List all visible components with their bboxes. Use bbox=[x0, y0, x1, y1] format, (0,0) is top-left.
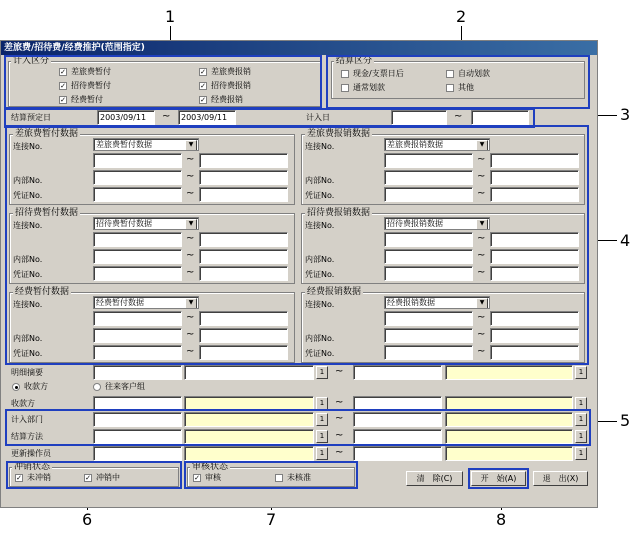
entry-date-tilde: ~ bbox=[454, 111, 463, 122]
select-expense-advance-value: 经费暂付数据 bbox=[96, 298, 144, 307]
window-title: 差旅费/招待费/经费推护(范围指定) bbox=[1, 41, 597, 55]
highlight-audit-status bbox=[184, 461, 358, 489]
tilde-6b: ~ bbox=[477, 329, 486, 340]
group-expense-reimburse-legend: 经费报销数据 bbox=[307, 287, 362, 297]
link-label-5: 连接No. bbox=[13, 300, 43, 309]
tilde-1a: ~ bbox=[186, 154, 195, 165]
internal-label-6: 内部No. bbox=[305, 334, 335, 343]
radio-client-group[interactable] bbox=[93, 383, 101, 391]
settle-date-from[interactable]: 2003/09/11 bbox=[97, 110, 155, 125]
tilde-4c: ~ bbox=[477, 267, 486, 278]
detail-summary-to[interactable] bbox=[353, 365, 442, 380]
checkbox-expense-reimburse[interactable]: ✓ bbox=[200, 96, 206, 104]
audit-status-legend: 审核状态 bbox=[192, 462, 229, 472]
dropdown-arrow-icon[interactable]: ▼ bbox=[476, 298, 488, 309]
group-hospitality-reimburse-legend: 招待费报销数据 bbox=[307, 208, 371, 218]
label-other: 其他 bbox=[458, 83, 474, 92]
radio-payee-label: 收款方 bbox=[24, 382, 48, 391]
callout-8: 8 bbox=[496, 510, 507, 529]
highlight-dept-method bbox=[5, 409, 591, 446]
highlight-settlement bbox=[326, 55, 590, 109]
voucher-label-1: 凭证No. bbox=[13, 191, 43, 200]
dropdown-arrow-icon[interactable]: ▼ bbox=[185, 219, 197, 230]
detail-summary-to-name[interactable] bbox=[445, 365, 573, 380]
dept-tilde: ~ bbox=[335, 413, 344, 424]
label-offsetting: 冲销中 bbox=[96, 473, 120, 482]
internal-label-1: 内部No. bbox=[13, 176, 43, 185]
detail-summary-label: 明细摘要 bbox=[11, 368, 43, 377]
group-travel-reimburse-legend: 差旅费报销数据 bbox=[307, 129, 371, 139]
internal-label-4: 内部No. bbox=[305, 255, 335, 264]
group-hospitality-advance-legend: 招待费暂付数据 bbox=[15, 208, 79, 218]
tilde-5c: ~ bbox=[186, 346, 195, 357]
tilde-1c: ~ bbox=[186, 188, 195, 199]
updater-from-name[interactable] bbox=[184, 446, 314, 461]
internal-label-5: 内部No. bbox=[13, 334, 43, 343]
label-not-offset: 未冲销 bbox=[27, 473, 51, 482]
dropdown-arrow-icon[interactable]: ▼ bbox=[185, 298, 197, 309]
tilde-6a: ~ bbox=[477, 312, 486, 323]
checkbox-travel-advance[interactable]: ✓ bbox=[60, 68, 66, 76]
label-travel-advance: 差旅费暂付 bbox=[71, 67, 111, 76]
callout-7: 7 bbox=[266, 510, 277, 529]
method-lookup-button[interactable]: 1 bbox=[316, 430, 328, 443]
settle-date-to[interactable]: 2003/09/11 bbox=[178, 110, 236, 125]
voucher-label-5: 凭证No. bbox=[13, 349, 43, 358]
entry-date-label: 计入日 bbox=[306, 113, 330, 122]
label-cash-check: 现金/支票日后 bbox=[353, 69, 404, 78]
clear-button[interactable]: 清 除(C) bbox=[406, 471, 463, 486]
checkbox-approved[interactable]: ✓ bbox=[194, 474, 200, 482]
select-hospitality-advance-value: 招待费暂付数据 bbox=[96, 219, 152, 228]
highlight-start-button bbox=[468, 468, 529, 489]
link-label-1: 连接No. bbox=[13, 142, 43, 151]
voucher-label-4: 凭证No. bbox=[305, 270, 335, 279]
label-expense-advance: 经费暂付 bbox=[71, 95, 103, 104]
link-label-3: 连接No. bbox=[13, 221, 43, 230]
select-expense-reimburse-value: 经费报销数据 bbox=[387, 298, 435, 307]
label-travel-reimburse: 差旅费报销 bbox=[211, 67, 251, 76]
updater-from[interactable] bbox=[93, 446, 182, 461]
tilde-4b: ~ bbox=[477, 250, 486, 261]
payee-tilde: ~ bbox=[335, 397, 344, 408]
tilde-6c: ~ bbox=[477, 346, 486, 357]
payee-label: 收款方 bbox=[11, 399, 35, 408]
tilde-3c: ~ bbox=[186, 267, 195, 278]
updater-label: 更新操作员 bbox=[11, 449, 51, 458]
updater-to-name[interactable] bbox=[445, 446, 573, 461]
select-travel-reimburse-value: 差旅费报销数据 bbox=[387, 140, 443, 149]
tilde-1b: ~ bbox=[186, 171, 195, 182]
tilde-2c: ~ bbox=[477, 188, 486, 199]
booking-legend: 计入区分 bbox=[13, 56, 50, 66]
detail-summary-tilde: ~ bbox=[335, 366, 344, 377]
voucher-label-3: 凭证No. bbox=[13, 270, 43, 279]
highlight-offset-status bbox=[6, 461, 182, 489]
select-hospitality-reimburse-value: 招待费报销数据 bbox=[387, 219, 443, 228]
link-label-2: 连接No. bbox=[305, 142, 335, 151]
payee-lookup-button[interactable]: 1 bbox=[316, 397, 328, 410]
highlight-data-groups bbox=[5, 125, 589, 365]
label-hospitality-reimburse: 招待费报销 bbox=[211, 81, 251, 90]
tilde-3a: ~ bbox=[186, 233, 195, 244]
callout-2: 2 bbox=[456, 7, 467, 26]
label-auto-transfer: 自动划款 bbox=[458, 69, 490, 78]
checkbox-offsetting[interactable]: ✓ bbox=[85, 474, 91, 482]
callout-1: 1 bbox=[165, 7, 176, 26]
label-normal-transfer: 通常划款 bbox=[353, 83, 385, 92]
link-label-4: 连接No. bbox=[305, 221, 335, 230]
label-not-approved: 未核准 bbox=[287, 473, 311, 482]
checkbox-not-offset[interactable]: ✓ bbox=[16, 474, 22, 482]
radio-client-group-label: 往来客户组 bbox=[105, 382, 145, 391]
checkbox-hospitality-reimburse[interactable]: ✓ bbox=[200, 82, 206, 90]
checkbox-hospitality-advance[interactable]: ✓ bbox=[60, 82, 66, 90]
settlement-legend: 结算区分 bbox=[336, 56, 373, 66]
label-expense-reimburse: 经费报销 bbox=[211, 95, 243, 104]
checkbox-travel-reimburse[interactable]: ✓ bbox=[200, 68, 206, 76]
tilde-2b: ~ bbox=[477, 171, 486, 182]
start-button[interactable]: 开 始(A) bbox=[471, 471, 526, 486]
payee-lookup-button-2[interactable]: 1 bbox=[575, 397, 587, 410]
select-travel-advance-value: 差旅费暂付数据 bbox=[96, 140, 152, 149]
dialog-window bbox=[0, 40, 598, 508]
callout-6: 6 bbox=[82, 510, 93, 529]
method-label: 结算方法 bbox=[11, 432, 43, 441]
method-tilde: ~ bbox=[335, 430, 344, 441]
detail-summary-lookup-button-2[interactable]: 1 bbox=[575, 366, 587, 379]
method-lookup-button-2[interactable]: 1 bbox=[575, 430, 587, 443]
dropdown-arrow-icon[interactable]: ▼ bbox=[476, 140, 488, 151]
tilde-5b: ~ bbox=[186, 329, 195, 340]
dept-label: 计入部门 bbox=[11, 415, 43, 424]
detail-summary-from-name[interactable] bbox=[184, 365, 314, 380]
updater-tilde: ~ bbox=[335, 447, 344, 458]
detail-summary-from[interactable] bbox=[93, 365, 182, 380]
tilde-2a: ~ bbox=[477, 154, 486, 165]
updater-to[interactable] bbox=[353, 446, 442, 461]
internal-label-3: 内部No. bbox=[13, 255, 43, 264]
offset-status-legend: 冲销状态 bbox=[14, 462, 51, 472]
voucher-label-6: 凭证No. bbox=[305, 349, 335, 358]
tilde-5a: ~ bbox=[186, 312, 195, 323]
detail-summary-lookup-button[interactable]: 1 bbox=[316, 366, 328, 379]
callout-3: 3 bbox=[620, 105, 631, 124]
group-travel-advance-legend: 差旅费暂付数据 bbox=[15, 129, 79, 139]
link-label-6: 连接No. bbox=[305, 300, 335, 309]
updater-lookup-button-2[interactable]: 1 bbox=[575, 447, 587, 460]
label-hospitality-advance: 招待费暂付 bbox=[71, 81, 111, 90]
highlight-booking bbox=[4, 55, 322, 109]
radio-payee[interactable] bbox=[12, 383, 20, 391]
callout-5: 5 bbox=[620, 411, 631, 430]
dept-lookup-button[interactable]: 1 bbox=[316, 413, 328, 426]
internal-label-2: 内部No. bbox=[305, 176, 335, 185]
checkbox-expense-advance[interactable]: ✓ bbox=[60, 96, 66, 104]
settle-date-tilde: ~ bbox=[162, 111, 171, 122]
dropdown-arrow-icon[interactable]: ▼ bbox=[476, 219, 488, 230]
settle-date-label: 结算预定日 bbox=[11, 113, 51, 122]
dept-lookup-button-2[interactable]: 1 bbox=[575, 413, 587, 426]
group-expense-advance-legend: 经费暂付数据 bbox=[15, 287, 70, 297]
label-approved: 审核 bbox=[205, 473, 221, 482]
tilde-4a: ~ bbox=[477, 233, 486, 244]
tilde-3b: ~ bbox=[186, 250, 195, 261]
updater-lookup-button[interactable]: 1 bbox=[316, 447, 328, 460]
exit-button[interactable]: 退 出(X) bbox=[533, 471, 588, 486]
dropdown-arrow-icon[interactable]: ▼ bbox=[185, 140, 197, 151]
callout-4: 4 bbox=[620, 231, 631, 250]
voucher-label-2: 凭证No. bbox=[305, 191, 335, 200]
